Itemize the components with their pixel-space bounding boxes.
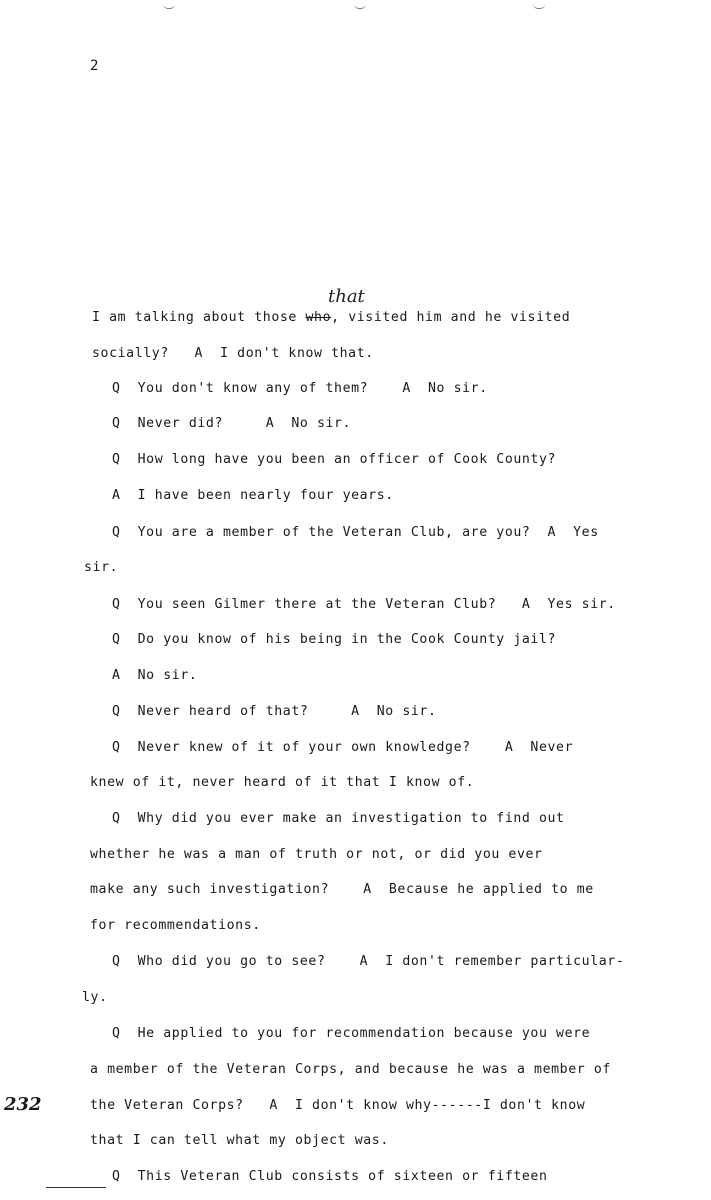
line-text: I am talking about those (92, 310, 306, 325)
transcript-line: Q Never did? A No sir. (112, 416, 352, 431)
transcript-line: ly. (82, 990, 108, 1005)
transcript-line: that I can tell what my object was. (90, 1133, 389, 1148)
transcript-line: for recommendations. (90, 918, 261, 933)
transcript-line: Q Who did you go to see? A I don't remember particular- (112, 954, 625, 969)
transcript-line: the Veteran Corps? A I don't know why------I don't know (90, 1098, 586, 1113)
transcript-line: Q Never knew of it of your own knowledge? A Never (112, 740, 574, 755)
transcript-line: Q Never heard of that? A No sir. (112, 704, 437, 719)
page-number: 2 (90, 58, 99, 74)
punch-hole-mark (163, 4, 175, 9)
transcript-line: A No sir. (112, 668, 198, 683)
transcript-line: Q You seen Gilmer there at the Veteran Club? A Yes sir. (112, 597, 616, 612)
line-text: , visited him and he visited (331, 310, 571, 325)
transcript-line (92, 310, 570, 325)
transcript-line: sir. (84, 560, 119, 575)
transcript-line: Q He applied to you for recommendation because you were (112, 1026, 591, 1041)
transcript-line: Q You don't know any of them? A No sir. (112, 381, 488, 396)
transcript-line: socially? A I don't know that. (92, 346, 374, 361)
punch-hole-mark (354, 4, 366, 9)
transcript-line: Q You are a member of the Veteran Club, are you? A Yes (112, 525, 599, 540)
transcript-line: Q Why did you ever make an investigation to find out (112, 811, 565, 826)
handwritten-insertion: that (328, 286, 365, 307)
transcript-line: A I have been nearly four years. (112, 488, 394, 503)
transcript-line: Q Do you know of his being in the Cook County jail? (112, 632, 557, 647)
transcript-line: Q How long have you been an officer of Cook County? (112, 452, 557, 467)
struck-word: who (305, 310, 332, 325)
punch-hole-mark (533, 4, 545, 9)
transcript-line: a member of the Veteran Corps, and because he was a member of (90, 1062, 611, 1077)
transcript-line: make any such investigation? A Because he applied to me (90, 882, 594, 897)
margin-handwritten-note: 232 (4, 1094, 42, 1115)
transcript-line: Q This Veteran Club consists of sixteen or fifteen (112, 1169, 548, 1184)
margin-rule (46, 1187, 106, 1188)
transcript-line: whether he was a man of truth or not, or did you ever (90, 847, 543, 862)
transcript-line: knew of it, never heard of it that I know of. (90, 775, 475, 790)
